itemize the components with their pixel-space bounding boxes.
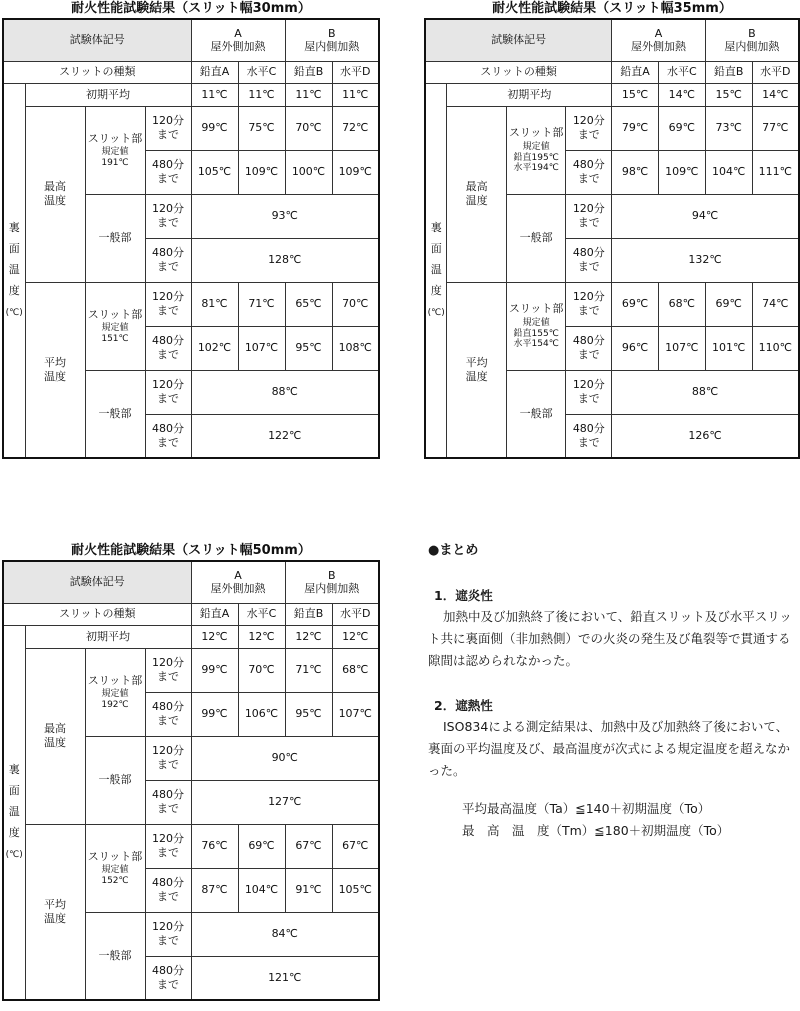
spec-value-note: [101, 865, 128, 886]
value-cell: 99℃: [191, 648, 238, 692]
slit-part-label: スリット部 規定値 152℃: [85, 824, 145, 912]
value-cell: 72℃: [332, 106, 379, 150]
specimen-header: 試験体記号: [3, 19, 191, 61]
initial-value: 11℃: [238, 83, 285, 106]
value-cell: 105℃: [332, 868, 379, 912]
spec-note-line: 規定値: [101, 147, 129, 158]
time-480: 480分 まで: [145, 868, 191, 912]
value-cell: 65℃: [285, 282, 332, 326]
initial-avg-label: 初期平均: [447, 83, 612, 106]
general-part-label: 一般部: [506, 370, 566, 458]
value-cell: 76℃: [191, 824, 238, 868]
value-cell: 128℃: [191, 238, 379, 282]
value-cell: 94℃: [612, 194, 799, 238]
value-cell: 74℃: [752, 282, 799, 326]
value-cell: 75℃: [238, 106, 285, 150]
group-a-header: A 屋外側加熱: [612, 19, 706, 61]
slit-part-label: スリット部 規定値 鉛直195℃ 水平194℃: [506, 106, 566, 194]
value-cell: 69℃: [658, 106, 705, 150]
value-cell: 132℃: [612, 238, 799, 282]
slit-type-header: スリットの種類: [3, 603, 191, 625]
general-part-label: 一般部: [85, 194, 145, 282]
initial-avg-label: 初期平均: [25, 83, 191, 106]
formula-average: 平均最高温度（Ta）≦140＋初期温度（To）: [462, 801, 711, 816]
avg-temp-label: 平均 温度: [447, 282, 506, 458]
time-120: 120分 まで: [566, 282, 612, 326]
col-header: 水平D: [752, 61, 799, 83]
value-cell: 100℃: [285, 150, 332, 194]
spec-note-line: 192℃: [101, 699, 129, 710]
table-title: 耐火性能試験結果（スリット幅50mm）: [71, 543, 311, 558]
col-header: 水平D: [332, 603, 379, 625]
time-120: 120分 まで: [145, 282, 191, 326]
max-temp-label: 最高 温度: [25, 648, 85, 824]
backface-temp-label: 裏 面 温 度 (℃): [425, 83, 447, 458]
value-cell: 107℃: [238, 326, 285, 370]
value-cell: 104℃: [238, 868, 285, 912]
time-480: 480分 まで: [145, 414, 191, 458]
general-part-label: 一般部: [85, 912, 145, 1000]
group-b-header: B 屋内側加熱: [285, 561, 379, 603]
time-120: 120分 まで: [145, 106, 191, 150]
initial-value: 11℃: [191, 83, 238, 106]
time-120: 120分 まで: [566, 194, 612, 238]
initial-value: 12℃: [191, 625, 238, 648]
value-cell: 102℃: [191, 326, 238, 370]
value-cell: 70℃: [332, 282, 379, 326]
table-title: 耐火性能試験結果（スリット幅30mm）: [71, 1, 311, 16]
value-cell: 68℃: [658, 282, 705, 326]
summary-heading: ●まとめ: [428, 543, 479, 558]
formula-maximum: 最 高 温 度（Tm）≦180＋初期温度（To）: [462, 823, 730, 838]
table-panel-50mm: [2, 542, 380, 1001]
value-cell: 110℃: [752, 326, 799, 370]
initial-avg-label: 初期平均: [25, 625, 191, 648]
value-cell: 71℃: [238, 282, 285, 326]
value-cell: 67℃: [332, 824, 379, 868]
col-header: 鉛直A: [612, 61, 659, 83]
value-cell: 69℃: [705, 282, 752, 326]
time-120: 120分 まで: [145, 648, 191, 692]
spec-note-line: 規定値: [101, 323, 129, 334]
slit-type-header: スリットの種類: [3, 61, 191, 83]
time-120: 120分 まで: [145, 194, 191, 238]
spec-value-note: [101, 323, 128, 344]
results-table: [2, 560, 380, 1001]
value-cell: 99℃: [191, 692, 238, 736]
value-cell: 106℃: [238, 692, 285, 736]
col-header: 水平C: [238, 603, 285, 625]
spec-note-line: 規定値: [522, 318, 550, 329]
avg-temp-label: 平均 温度: [25, 824, 85, 1000]
col-header: 鉛直A: [191, 603, 238, 625]
formula-block: [428, 798, 800, 842]
specimen-header: 試験体記号: [425, 19, 612, 61]
value-cell: 67℃: [285, 824, 332, 868]
slit-part-label: スリット部 規定値 192℃: [85, 648, 145, 736]
results-table: [424, 18, 800, 459]
value-cell: 69℃: [612, 282, 659, 326]
value-cell: 90℃: [191, 736, 379, 780]
specimen-header: 試験体記号: [3, 561, 191, 603]
spec-value-note: [514, 142, 559, 173]
spec-note-line: 151℃: [101, 333, 129, 344]
value-cell: 121℃: [191, 956, 379, 1000]
spec-value-note: [101, 147, 128, 168]
col-header: 鉛直B: [285, 61, 332, 83]
value-cell: 88℃: [612, 370, 799, 414]
col-header: 水平D: [332, 61, 379, 83]
table-panel-30mm: [2, 0, 380, 459]
value-cell: 70℃: [285, 106, 332, 150]
value-cell: 101℃: [705, 326, 752, 370]
initial-value: 14℃: [658, 83, 705, 106]
value-cell: 88℃: [191, 370, 379, 414]
group-a-header: A 屋外側加熱: [191, 19, 285, 61]
backface-temp-label: 裏 面 温 度 (℃): [3, 83, 25, 458]
time-480: 480分 まで: [566, 238, 612, 282]
time-120: 120分 まで: [145, 736, 191, 780]
slit-part-label: スリット部 規定値 191℃: [85, 106, 145, 194]
spec-note-line: 規定値: [101, 865, 129, 876]
time-480: 480分 まで: [145, 780, 191, 824]
value-cell: 69℃: [238, 824, 285, 868]
section-title-flame: 1．遮炎性: [434, 588, 493, 603]
time-120: 120分 まで: [145, 370, 191, 414]
max-temp-label: 最高 温度: [447, 106, 506, 282]
value-cell: 99℃: [191, 106, 238, 150]
time-480: 480分 まで: [145, 150, 191, 194]
initial-value: 11℃: [285, 83, 332, 106]
initial-value: 15℃: [705, 83, 752, 106]
initial-value: 12℃: [332, 625, 379, 648]
value-cell: 84℃: [191, 912, 379, 956]
value-cell: 104℃: [705, 150, 752, 194]
col-header: 鉛直A: [191, 61, 238, 83]
group-a-header: A 屋外側加熱: [191, 561, 285, 603]
time-480: 480分 まで: [145, 238, 191, 282]
initial-value: 14℃: [752, 83, 799, 106]
time-480: 480分 まで: [566, 414, 612, 458]
col-header: 水平C: [658, 61, 705, 83]
spec-note-line: 規定値: [522, 142, 550, 153]
value-cell: 93℃: [191, 194, 379, 238]
spec-note-line: 水平194℃: [513, 162, 559, 173]
spec-note-line: 鉛直195℃: [513, 152, 559, 163]
spec-note-line: 鉛直155℃: [513, 328, 559, 339]
value-cell: 68℃: [332, 648, 379, 692]
value-cell: 73℃: [705, 106, 752, 150]
value-cell: 95℃: [285, 692, 332, 736]
value-cell: 109℃: [658, 150, 705, 194]
time-480: 480分 まで: [145, 326, 191, 370]
col-header: 鉛直B: [285, 603, 332, 625]
results-table: [2, 18, 380, 459]
value-cell: 122℃: [191, 414, 379, 458]
time-480: 480分 まで: [145, 956, 191, 1000]
general-part-label: 一般部: [506, 194, 566, 282]
value-cell: 70℃: [238, 648, 285, 692]
slit-type-header: スリットの種類: [425, 61, 612, 83]
value-cell: 109℃: [332, 150, 379, 194]
value-cell: 105℃: [191, 150, 238, 194]
table-panel-35mm: [424, 0, 800, 459]
backface-temp-label: 裏 面 温 度 (℃): [3, 625, 25, 1000]
time-120: 120分 まで: [566, 106, 612, 150]
value-cell: 96℃: [612, 326, 659, 370]
spec-value-note: [101, 689, 128, 710]
value-cell: 87℃: [191, 868, 238, 912]
general-part-label: 一般部: [85, 736, 145, 824]
spec-note-line: 152℃: [101, 875, 129, 886]
slit-part-label: スリット部 規定値 鉛直155℃ 水平154℃: [506, 282, 566, 370]
value-cell: 111℃: [752, 150, 799, 194]
group-b-header: B 屋内側加熱: [705, 19, 799, 61]
value-cell: 91℃: [285, 868, 332, 912]
value-cell: 108℃: [332, 326, 379, 370]
value-cell: 71℃: [285, 648, 332, 692]
group-b-header: B 屋内側加熱: [285, 19, 379, 61]
initial-value: 15℃: [612, 83, 659, 106]
value-cell: 95℃: [285, 326, 332, 370]
section-body-heat: ISO834による測定結果は、加熱中及び加熱終了後において、裏面の平均温度及び、最高温度が次式による規定温度を超えなかった。: [428, 719, 791, 778]
avg-temp-label: 平均 温度: [25, 282, 85, 458]
spec-value-note: [514, 318, 559, 349]
value-cell: 107℃: [332, 692, 379, 736]
section-body-flame: 加熱中及び加熱終了後において、鉛直スリット及び水平スリット共に裏面側（非加熱側）での火炎の発生及び亀裂等で貫通する隙間は認められなかった。: [428, 609, 792, 668]
spec-note-line: 水平154℃: [513, 338, 559, 349]
max-temp-label: 最高 温度: [25, 106, 85, 282]
value-cell: 107℃: [658, 326, 705, 370]
time-120: 120分 まで: [145, 912, 191, 956]
table-title: 耐火性能試験結果（スリット幅35mm）: [492, 1, 732, 16]
value-cell: 81℃: [191, 282, 238, 326]
col-header: 鉛直B: [705, 61, 752, 83]
col-header: 水平C: [238, 61, 285, 83]
initial-value: 12℃: [238, 625, 285, 648]
slit-part-label: スリット部 規定値 151℃: [85, 282, 145, 370]
time-120: 120分 まで: [145, 824, 191, 868]
value-cell: 127℃: [191, 780, 379, 824]
value-cell: 79℃: [612, 106, 659, 150]
value-cell: 98℃: [612, 150, 659, 194]
value-cell: 109℃: [238, 150, 285, 194]
section-title-heat: 2．遮熱性: [434, 698, 493, 713]
initial-value: 12℃: [285, 625, 332, 648]
spec-note-line: 規定値: [101, 689, 129, 700]
time-480: 480分 まで: [145, 692, 191, 736]
value-cell: 126℃: [612, 414, 799, 458]
time-480: 480分 まで: [566, 326, 612, 370]
general-part-label: 一般部: [85, 370, 145, 458]
time-480: 480分 まで: [566, 150, 612, 194]
spec-note-line: 191℃: [101, 157, 129, 168]
summary-section: [428, 540, 800, 842]
time-120: 120分 まで: [566, 370, 612, 414]
value-cell: 77℃: [752, 106, 799, 150]
initial-value: 11℃: [332, 83, 379, 106]
